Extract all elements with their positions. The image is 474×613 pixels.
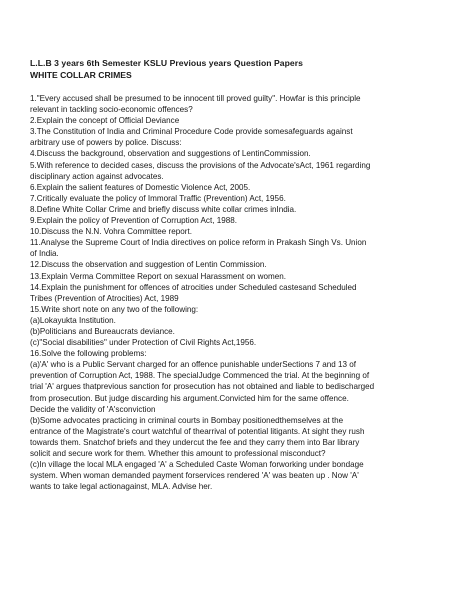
text-line: trial 'A' argues thatprevious sanction for prosecution has not obtained and liable to bedischarged bbox=[30, 382, 375, 392]
text-line: entrance of the Magistrate's court watchful of thearrival of potential litigants. At sight they rush bbox=[30, 426, 365, 436]
text-line: 8.Define White Collar Crime and briefly discuss white collar crimes inIndia. bbox=[30, 204, 297, 214]
text-line: relevant in tackling socio-economic offences? bbox=[30, 105, 193, 115]
text-line: of India. bbox=[30, 249, 59, 259]
text-line: 5.With reference to decided cases, discuss the provisions of the Advocate'sAct, 1961 regarding bbox=[30, 160, 371, 170]
text-line: 7.Critically evaluate the policy of Immoral Traffic (Prevention) Act, 1956. bbox=[30, 193, 286, 203]
text-line: 4.Discuss the background, observation and suggestions of LentinCommission. bbox=[30, 149, 311, 159]
text-line: 9.Explain the policy of Prevention of Corruption Act, 1988. bbox=[30, 216, 237, 226]
text-line: 11.Analyse the Supreme Court of India directives on police reform in Prakash Singh Vs. Union bbox=[30, 238, 367, 248]
text-line: from prosecution. But judge discarding his argument.Convicted him for the same offence. bbox=[30, 393, 349, 403]
document-subtitle: WHITE COLLAR CRIMES bbox=[30, 70, 132, 80]
text-line: 1."Every accused shall be presumed to be innocent till proved guilty". Howfar is this principle bbox=[30, 94, 361, 103]
text-line: 14.Explain the punishment for offences of atrocities under Scheduled castesand Scheduled bbox=[30, 282, 357, 292]
text-line: 3.The Constitution of India and Criminal Procedure Code provide somesafeguards against bbox=[30, 127, 353, 137]
text-line: solicit and secure work for them. Whether this amount to professional misconduct? bbox=[30, 449, 326, 458]
text-line: 12.Discuss the observation and suggestion of Lentin Commission. bbox=[30, 260, 267, 270]
text-line: 2.Explain the concept of Official Deviance bbox=[30, 116, 180, 126]
text-line: prevention of Corruption Act, 1988. The specialJudge Commenced the trial. At the beginning of bbox=[30, 371, 370, 381]
text-line: (c)"Social disabilities" under Protection of Civil Rights Act,1956. bbox=[30, 338, 257, 348]
text-line: Decide the validity of 'A'sconviction bbox=[30, 404, 156, 414]
text-line: arbitrary use of powers by police. Discuss: bbox=[30, 138, 182, 148]
text-line: (b)Politicians and Bureaucrats deviance. bbox=[30, 326, 175, 336]
text-line: 6.Explain the salient features of Domestic Violence Act, 2005. bbox=[30, 182, 251, 192]
text-line: 16.Solve the following problems: bbox=[30, 349, 147, 359]
document-title: L.L.B 3 years 6th Semester KSLU Previous years Question Papers bbox=[30, 58, 303, 68]
text-line: 15.Write short note on any two of the following: bbox=[30, 304, 199, 314]
text-line: wants to take legal actionagainst, MLA. Advise her. bbox=[30, 482, 213, 492]
text-line: system. When woman demanded payment forservices rendered 'A' was beaten up . Now 'A' bbox=[30, 471, 359, 481]
text-line: (c)In village the local MLA engaged 'A' a Scheduled Caste Woman forworking under bondage bbox=[30, 460, 364, 470]
text-line: disciplinary action against advocates. bbox=[30, 171, 164, 181]
text-line: (b)Some advocates practicing in criminal courts in Bombay positionedthemselves at the bbox=[30, 415, 344, 425]
text-line: (a)Lokayukta Institution. bbox=[30, 315, 116, 325]
document-content bbox=[30, 57, 454, 492]
text-line: 13.Explain Verma Committee Report on sexual Harassment on women. bbox=[30, 271, 286, 281]
text-line: Tribes (Prevention of Atrocities) Act, 1989 bbox=[30, 293, 179, 303]
text-line: (a)'A' who is a Public Servant charged for an offence punishable underSections 7 and 13 of bbox=[30, 360, 356, 370]
text-line: 10.Discuss the N.N. Vohra Committee report. bbox=[30, 227, 192, 237]
question-list bbox=[30, 93, 454, 492]
text-line: towards them. Snatchof briefs and they undercut the fee and they carry them into Bar library bbox=[30, 437, 360, 447]
